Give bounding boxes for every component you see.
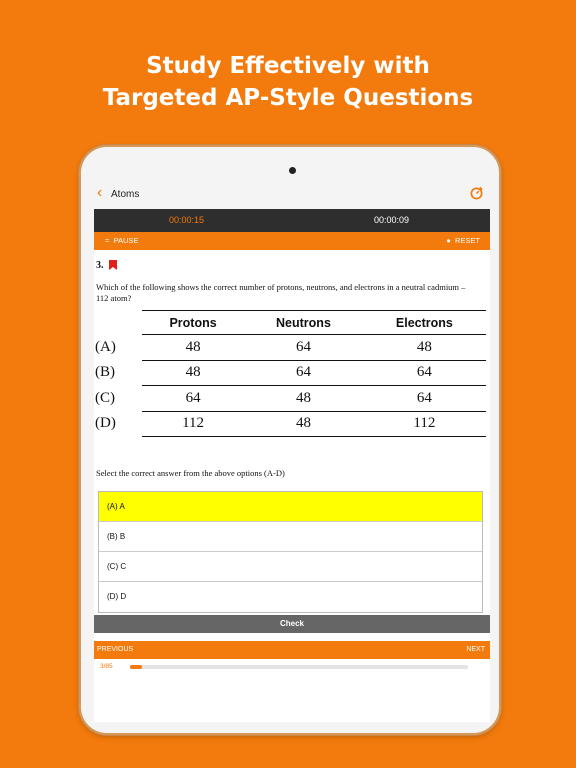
table-corner — [94, 311, 142, 335]
reset-label: RESET — [454, 236, 480, 245]
pause-label: PAUSE — [113, 236, 139, 245]
nav-bar — [94, 180, 490, 209]
chevron-left-icon[interactable]: ‹ — [97, 184, 103, 201]
question-number: 3. — [96, 260, 104, 271]
table-cell: 64 — [142, 386, 244, 412]
table-header: Neutrons — [244, 311, 363, 335]
table-cell: 48 — [363, 335, 486, 361]
next-button[interactable]: NEXT — [466, 646, 485, 653]
nav-title: Atoms — [111, 189, 140, 200]
table-row — [94, 360, 486, 386]
answer-options — [98, 491, 483, 613]
table-cell: 64 — [244, 335, 363, 361]
reset-button[interactable] — [446, 236, 480, 245]
table-row — [94, 411, 486, 437]
table-cell: 64 — [363, 386, 486, 412]
headline-line-2: Targeted AP-Style Questions — [102, 85, 474, 111]
option-a[interactable]: (A) A — [99, 492, 482, 522]
tablet-frame — [79, 145, 501, 735]
table-cell: 112 — [142, 411, 244, 437]
camera-dot — [289, 167, 296, 174]
table-cell: 112 — [363, 411, 486, 437]
table-cell: 64 — [363, 360, 486, 386]
question-text: Which of the following shows the correct number of protons, neutrons, and electrons in a neutral cadmium –112 atom? — [96, 282, 466, 303]
timer-bar — [94, 209, 490, 232]
table-cell: 48 — [142, 335, 244, 361]
table-cell: 48 — [244, 386, 363, 412]
table-cell: 48 — [244, 411, 363, 437]
pager-bar — [94, 641, 490, 659]
control-bar — [94, 232, 490, 250]
marketing-headline — [0, 50, 576, 114]
row-label: (B) — [95, 364, 115, 381]
headline-line-1: Study Effectively with — [146, 53, 430, 79]
table-cell: 48 — [142, 360, 244, 386]
answer-table — [94, 310, 486, 437]
pause-icon: = — [105, 236, 110, 245]
row-label: (D) — [95, 415, 116, 432]
table-header: Protons — [142, 311, 244, 335]
record-dot-icon: ● — [446, 236, 451, 245]
row-label: (C) — [95, 389, 115, 406]
option-d[interactable]: (D) D — [99, 582, 482, 612]
row-label: (A) — [95, 338, 116, 355]
progress-fill — [130, 665, 142, 669]
bookmark-icon[interactable] — [109, 260, 117, 270]
table-header: Electrons — [363, 311, 486, 335]
progress-bar — [130, 665, 468, 669]
table-row — [94, 335, 486, 361]
stopwatch-icon[interactable] — [469, 185, 484, 200]
progress-label: 3/85 — [100, 663, 113, 670]
pause-button[interactable] — [105, 236, 138, 245]
answer-instruction: Select the correct answer from the above options (A-D) — [96, 468, 285, 478]
option-c[interactable]: (C) C — [99, 552, 482, 582]
table-cell: 64 — [244, 360, 363, 386]
elapsed-timer: 00:00:15 — [169, 215, 205, 225]
table-row — [94, 386, 486, 412]
app-screen — [94, 180, 490, 722]
previous-button[interactable]: PREVIOUS — [97, 646, 134, 653]
question-timer: 00:00:09 — [374, 215, 410, 225]
check-button[interactable]: Check — [94, 615, 490, 633]
option-b[interactable]: (B) B — [99, 522, 482, 552]
